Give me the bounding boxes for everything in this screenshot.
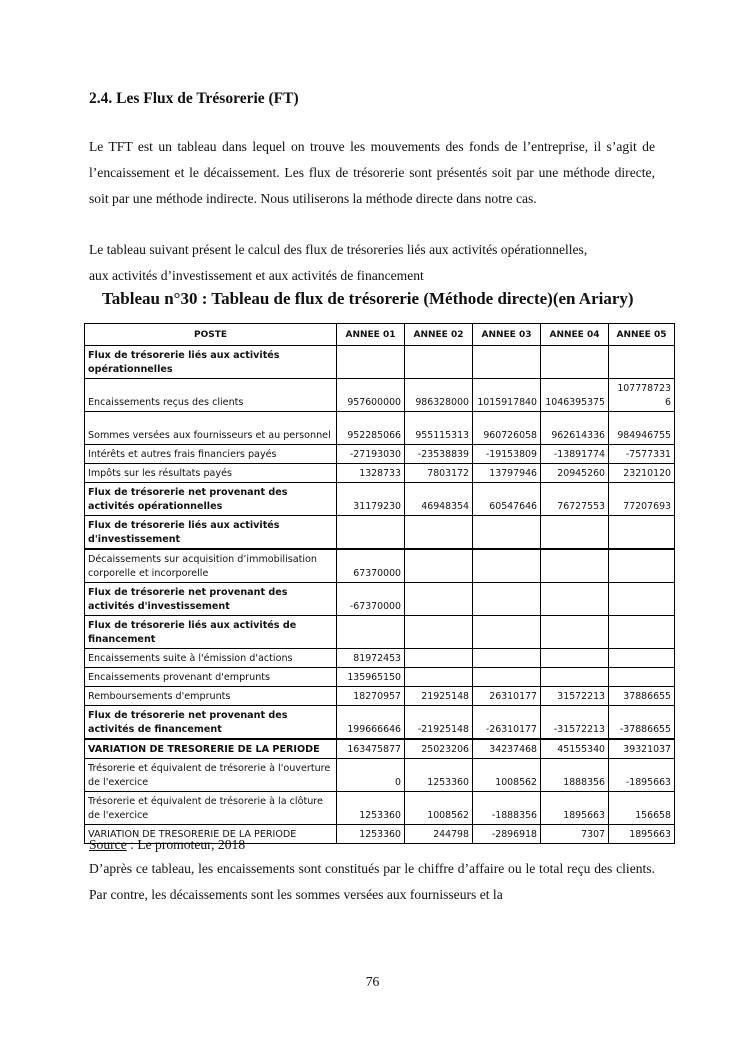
cell-value: 1895663 (541, 792, 609, 825)
header-annee-04: ANNEE 04 (541, 324, 609, 346)
cell-value (609, 649, 675, 668)
row-label: Encaissements reçus des clients (85, 379, 337, 412)
cell-value: 1077787236 (609, 379, 675, 412)
table-row (85, 464, 675, 483)
cell-value (609, 616, 675, 649)
cell-value: 1888356 (541, 759, 609, 792)
cell-value: 1253360 (337, 825, 405, 844)
intro-paragraph: Le TFT est un tableau dans lequel on trouve les mouvements des fonds de l’entreprise, il s’agit de l’encaissement et le décaissement. Les flux de trésorerie sont présentés soit par une méthode directe, soit par une méthode indirecte. Nous utiliserons la méthode directe dans notre cas. (89, 139, 655, 206)
cell-value (541, 583, 609, 616)
table-row (85, 759, 675, 792)
cell-value: 26310177 (473, 687, 541, 706)
cell-value (609, 583, 675, 616)
row-label: Flux de trésorerie liés aux activités d'investissement (85, 516, 337, 550)
cell-value: -13891774 (541, 445, 609, 464)
cell-value: 984946755 (609, 412, 675, 445)
cell-value: 76727553 (541, 483, 609, 516)
table-source (89, 837, 245, 853)
table-row (85, 483, 675, 516)
row-label: Intérêts et autres frais financiers payés (85, 445, 337, 464)
source-label: Source (89, 837, 127, 852)
row-label: Trésorerie et équivalent de trésorerie à la clôture de l'exercice (85, 792, 337, 825)
cell-value: 1328733 (337, 464, 405, 483)
cell-value (473, 583, 541, 616)
cell-value: 1895663 (609, 825, 675, 844)
cell-value: 67370000 (337, 549, 405, 583)
cell-value: 31179230 (337, 483, 405, 516)
cell-value (473, 649, 541, 668)
cell-value (405, 649, 473, 668)
table-row (85, 516, 675, 550)
row-label: Sommes versées aux fournisseurs et au personnel (85, 412, 337, 445)
row-label: Flux de trésorerie net provenant des activités d'investissement (85, 583, 337, 616)
table-intro-paragraph (89, 237, 655, 289)
cell-value (405, 346, 473, 379)
cell-value (541, 616, 609, 649)
cell-value: 18270957 (337, 687, 405, 706)
table-row (85, 792, 675, 825)
cell-value: 34237468 (473, 739, 541, 759)
cell-value: 1015917840 (473, 379, 541, 412)
table-row (85, 346, 675, 379)
cell-value: 1008562 (473, 759, 541, 792)
cell-value: 46948354 (405, 483, 473, 516)
row-label: Remboursements d'emprunts (85, 687, 337, 706)
cell-value (541, 668, 609, 687)
cell-value (337, 346, 405, 379)
cell-value: 957600000 (337, 379, 405, 412)
cell-value: -21925148 (405, 706, 473, 740)
cell-value (405, 516, 473, 550)
header-annee-02: ANNEE 02 (405, 324, 473, 346)
cell-value (405, 616, 473, 649)
cell-value: 31572213 (541, 687, 609, 706)
cell-value: 955115313 (405, 412, 473, 445)
table-row (85, 649, 675, 668)
source-text: : Le promoteur, 2018 (126, 837, 246, 852)
cell-value: 199666646 (337, 706, 405, 740)
header-annee-03: ANNEE 03 (473, 324, 541, 346)
header-poste: POSTE (85, 324, 337, 346)
cell-value (609, 346, 675, 379)
page-number: 76 (365, 974, 380, 989)
cell-value (541, 346, 609, 379)
cell-value: 1253360 (405, 759, 473, 792)
cell-value: 77207693 (609, 483, 675, 516)
cell-value: -2896918 (473, 825, 541, 844)
cell-value: 25023206 (405, 739, 473, 759)
table-header-row (85, 324, 675, 346)
cell-value: 21925148 (405, 687, 473, 706)
table-row (85, 706, 675, 740)
cell-value: -37886655 (609, 706, 675, 740)
cell-value: 39321037 (609, 739, 675, 759)
table-row (85, 412, 675, 445)
cell-value: 135965150 (337, 668, 405, 687)
table-row (85, 549, 675, 583)
cell-value: 156658 (609, 792, 675, 825)
cell-value: 20945260 (541, 464, 609, 483)
header-annee-05: ANNEE 05 (609, 324, 675, 346)
cell-value: -31572213 (541, 706, 609, 740)
cell-value (405, 549, 473, 583)
cell-value: 13797946 (473, 464, 541, 483)
cell-value: -7577331 (609, 445, 675, 464)
table-intro-line-2: aux activités d’investissement et aux activités de financement (89, 268, 424, 283)
row-label: Encaissements provenant d'emprunts (85, 668, 337, 687)
cell-value (609, 549, 675, 583)
table-row (85, 739, 675, 759)
cash-flow-table (84, 323, 675, 844)
cell-value: -26310177 (473, 706, 541, 740)
cell-value (473, 549, 541, 583)
cell-value (337, 516, 405, 550)
cell-value: -1895663 (609, 759, 675, 792)
cell-value: 60547646 (473, 483, 541, 516)
table-row (85, 687, 675, 706)
cell-value (473, 668, 541, 687)
table-intro-line-1: Le tableau suivant présent le calcul des flux de trésoreries liés aux activités opérationnelles, (89, 242, 588, 257)
cell-value (541, 649, 609, 668)
row-label: VARIATION DE TRESORERIE DE LA PERIODE (85, 739, 337, 759)
cell-value: 960726058 (473, 412, 541, 445)
cell-value: 1046395375 (541, 379, 609, 412)
cell-value (337, 616, 405, 649)
row-label: Flux de trésorerie net provenant des activités de financement (85, 706, 337, 740)
cell-value (405, 583, 473, 616)
cell-value: 7307 (541, 825, 609, 844)
cell-value (609, 516, 675, 550)
cell-value (473, 616, 541, 649)
cell-value: -23538839 (405, 445, 473, 464)
cell-value: 962614336 (541, 412, 609, 445)
table-row (85, 445, 675, 464)
cell-value (609, 668, 675, 687)
row-label: Flux de trésorerie net provenant des activités opérationnelles (85, 483, 337, 516)
cell-value: -27193030 (337, 445, 405, 464)
cell-value: 0 (337, 759, 405, 792)
row-label: Impôts sur les résultats payés (85, 464, 337, 483)
table-row (85, 583, 675, 616)
cell-value: 37886655 (609, 687, 675, 706)
cell-value (405, 668, 473, 687)
cell-value (541, 516, 609, 550)
row-label: Décaissements sur acquisition d’immobilisation corporelle et incorporelle (85, 549, 337, 583)
cell-value: -67370000 (337, 583, 405, 616)
cell-value: 163475877 (337, 739, 405, 759)
cell-value: -19153809 (473, 445, 541, 464)
cell-value: 244798 (405, 825, 473, 844)
section-heading: 2.4. Les Flux de Trésorerie (FT) (89, 90, 299, 107)
table-row (85, 379, 675, 412)
cell-value: 7803172 (405, 464, 473, 483)
row-label: Encaissements suite à l'émission d'actions (85, 649, 337, 668)
cell-value: 1253360 (337, 792, 405, 825)
table-row (85, 616, 675, 649)
row-label: Trésorerie et équivalent de trésorerie à l'ouverture de l'exercice (85, 759, 337, 792)
table-caption: Tableau n°30 : Tableau de flux de trésorerie (Méthode directe)(en Ariary) (102, 289, 634, 308)
header-annee-01: ANNEE 01 (337, 324, 405, 346)
row-label: Flux de trésorerie liés aux activités opérationnelles (85, 346, 337, 379)
row-label: VARIATION DE TRESORERIE DE LA PERIODE (85, 825, 337, 844)
cell-value (473, 516, 541, 550)
cell-value: -1888356 (473, 792, 541, 825)
table-row (85, 668, 675, 687)
cell-value (473, 346, 541, 379)
cell-value: 23210120 (609, 464, 675, 483)
analysis-paragraph: D’après ce tableau, les encaissements sont constitués par le chiffre d’affaire ou le total reçu des clients. Par contre, les décaissements sont les sommes versées aux fournisseurs et la (89, 861, 655, 902)
cell-value: 81972453 (337, 649, 405, 668)
cell-value: 986328000 (405, 379, 473, 412)
cell-value: 1008562 (405, 792, 473, 825)
cell-value: 952285066 (337, 412, 405, 445)
row-label: Flux de trésorerie liés aux activités de financement (85, 616, 337, 649)
cell-value (541, 549, 609, 583)
cell-value: 45155340 (541, 739, 609, 759)
